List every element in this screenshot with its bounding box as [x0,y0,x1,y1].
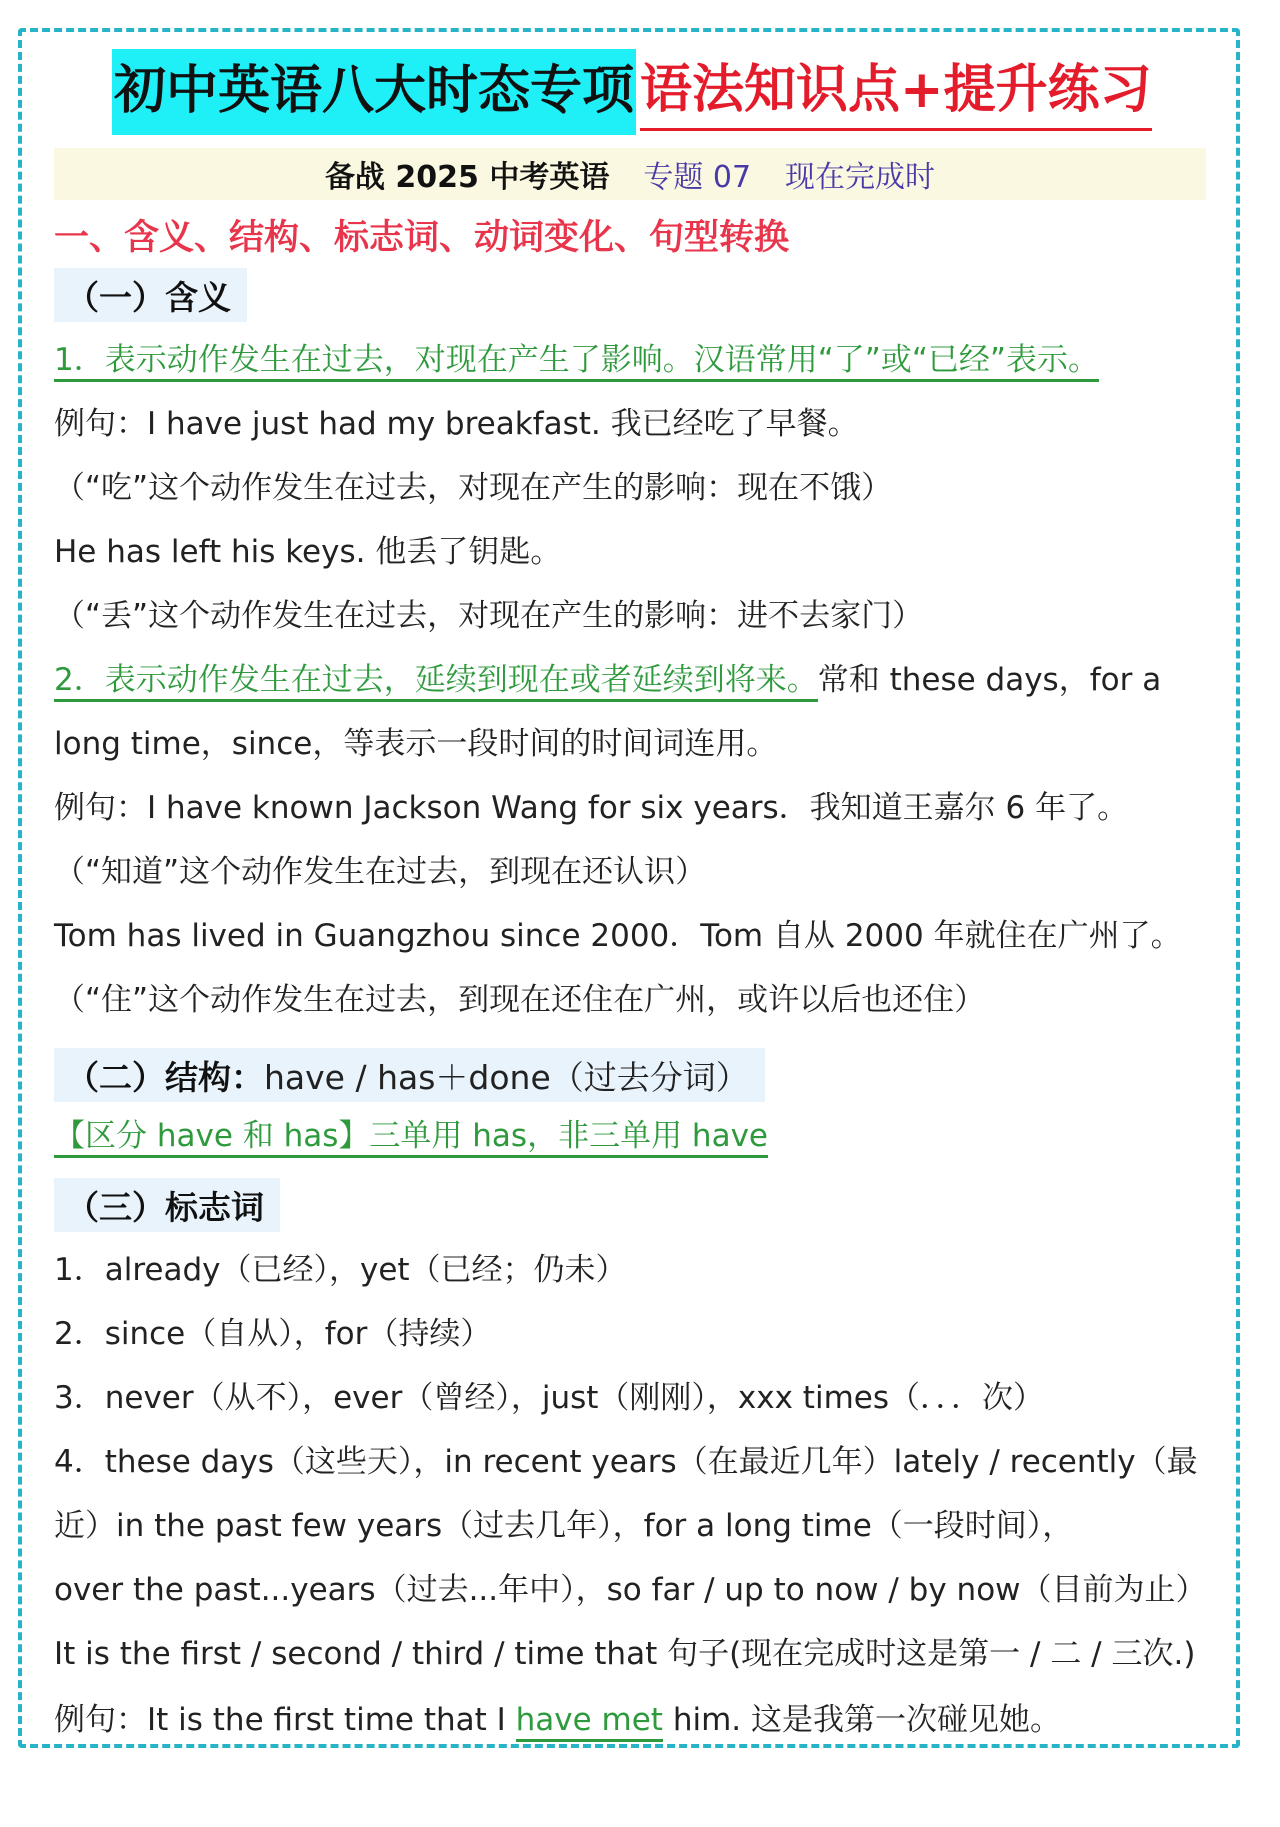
signal-item-4-cont-1: 近）in the past few years（过去几年），for a long time（一段时间）， [54,1508,1074,1544]
signal-item-4-cont-3: It is the first / second / third / time that 句子(现在完成时这是第一 / 二 / 三次.) [54,1636,1196,1672]
subtitle-bar [54,148,1206,200]
meaning-point-2-line-2: long time，since，等表示一段时间的时间词连用。 [54,726,778,762]
title-highlighted: 初中英语八大时态专项 [112,49,636,135]
example-2-note: （“丢”这个动作发生在过去，对现在产生的影响：进不去家门） [54,598,924,634]
have-has-note-text: 【区分 have 和 has】三单用 has，非三单用 have [54,1118,768,1158]
meaning-point-2 [54,658,1161,702]
title-red-underlined: 语法知识点+提升练习 [640,54,1152,131]
subtitle-exam: 备战 2025 中考英语 [324,160,610,195]
subheading-structure [54,1048,765,1102]
signal-item-4: 4．these days（这些天），in recent years（在最近几年）lately / recently（最 [54,1444,1198,1480]
example-2: He has left his keys. 他丢了钥匙。 [54,534,562,570]
structure-formula: have / has＋done（过去分词） [264,1057,749,1097]
final-example-prefix: 例句：It is the first time that I [54,1702,516,1738]
final-example [54,1698,1061,1742]
example-1-note: （“吃”这个动作发生在过去，对现在产生的影响：现在不饿） [54,470,893,506]
final-example-highlight: have met [516,1702,663,1742]
example-1: 例句：I have just had my breakfast. 我已经吃了早餐。 [54,406,859,442]
example-3: 例句：I have known Jackson Wang for six years．我知道王嘉尔 6 年了。 [54,790,1129,826]
signal-item-4-cont-2: over the past...years（过去...年中），so far / up to now / by now（目前为止） [54,1572,1207,1608]
signal-item-3: 3．never（从不），ever（曾经），just（刚刚），xxx times（．．．次） [54,1380,1044,1416]
subheading-meaning: （一）含义 [54,268,247,322]
example-4: Tom has lived in Guangzhou since 2000．Tom 自从 2000 年就住在广州了。 [54,918,1182,954]
final-example-suffix: him. 这是我第一次碰见她。 [662,1702,1061,1738]
subtitle-topic-number: 专题 07 [643,160,752,195]
example-3-note: （“知道”这个动作发生在过去，到现在还认识） [54,854,707,890]
signal-item-1: 1．already（已经），yet（已经；仍未） [54,1252,627,1288]
subheading-signal-words: （三）标志词 [54,1178,280,1232]
signal-item-2: 2．since（自从），for（持续） [54,1316,492,1352]
page-title [112,44,1152,140]
structure-heading-label: （二）结构： [66,1057,264,1097]
subtitle-topic: 现在完成时 [785,160,936,195]
example-4-note: （“住”这个动作发生在过去，到现在还住在广州，或许以后也还住） [54,982,986,1018]
meaning-point-2-green: 2．表示动作发生在过去，延续到现在或者延续到将来。 [54,662,818,702]
meaning-point-2-rest: 常和 these days，for a [817,662,1162,698]
section-heading: 一、含义、结构、标志词、动词变化、句型转换 [54,218,790,258]
meaning-point-1-text: 1．表示动作发生在过去，对现在产生了影响。汉语常用“了”或“已经”表示。 [54,342,1099,382]
meaning-point-1 [54,338,1099,382]
have-has-note [54,1114,768,1158]
